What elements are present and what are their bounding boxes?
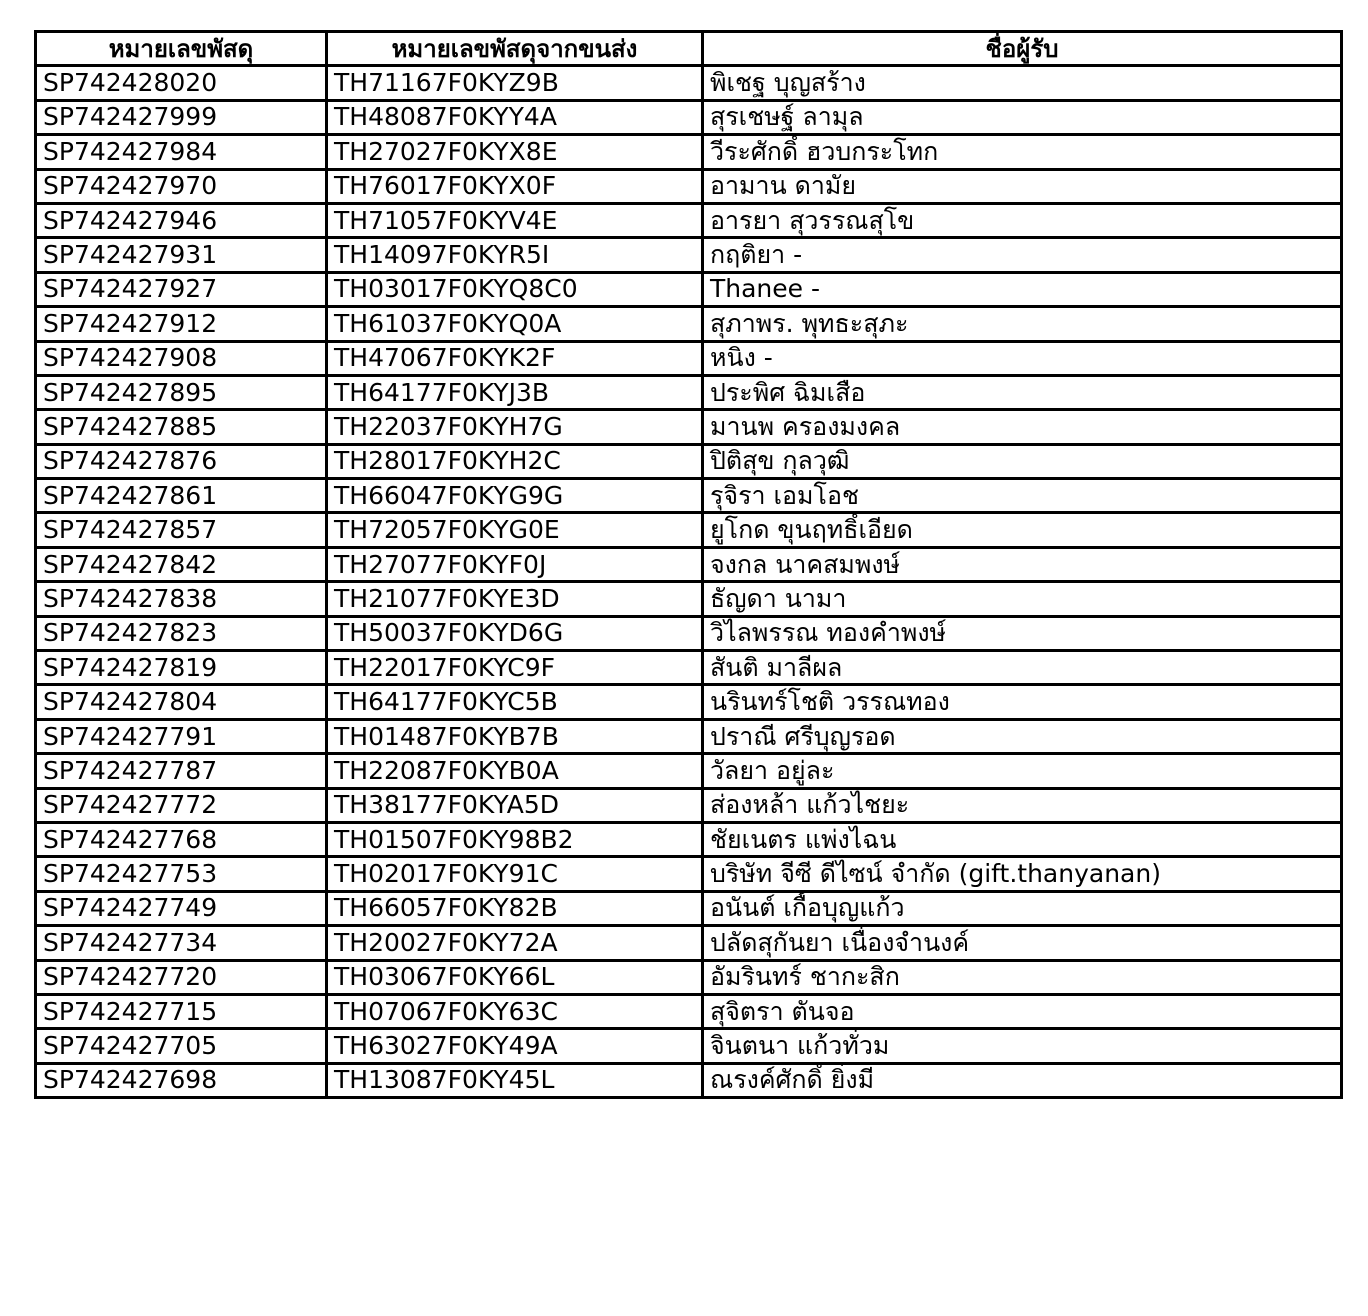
table-body — [36, 66, 1342, 1098]
carrier-tracking-cell: TH22087F0KYB0A — [327, 754, 703, 788]
table-row — [36, 479, 1342, 513]
recipient-name-cell: วีระศักดิ์ ฮวบกระโทก — [703, 135, 1342, 169]
recipient-name-cell: ปราณี ศรีบุญรอด — [703, 719, 1342, 753]
recipient-name-cell: ธัญดา นามา — [703, 582, 1342, 616]
parcel-table — [34, 30, 1343, 1099]
carrier-tracking-cell: TH64177F0KYC5B — [327, 685, 703, 719]
table-row — [36, 685, 1342, 719]
carrier-tracking-cell: TH66047F0KYG9G — [327, 479, 703, 513]
carrier-tracking-cell: TH20027F0KY72A — [327, 926, 703, 960]
parcel-number-cell: SP742427791 — [36, 719, 327, 753]
carrier-tracking-cell: TH22037F0KYH7G — [327, 410, 703, 444]
recipient-name-cell: ปลัดสุกันยา เนื่องจำนงค์ — [703, 926, 1342, 960]
table-row — [36, 754, 1342, 788]
table-row — [36, 1063, 1342, 1097]
carrier-tracking-cell: TH48087F0KYY4A — [327, 100, 703, 134]
carrier-tracking-cell: TH03017F0KYQ8C0 — [327, 272, 703, 306]
recipient-name-cell: อารยา สุวรรณสุโข — [703, 203, 1342, 237]
parcel-number-cell: SP742427912 — [36, 307, 327, 341]
recipient-name-cell: ประพิศ ฉิมเสือ — [703, 375, 1342, 409]
table-row — [36, 272, 1342, 306]
recipient-name-cell: อัมรินทร์ ชากะสิก — [703, 960, 1342, 994]
carrier-tracking-cell: TH50037F0KYD6G — [327, 616, 703, 650]
parcel-number-cell: SP742427698 — [36, 1063, 327, 1097]
carrier-tracking-cell: TH72057F0KYG0E — [327, 513, 703, 547]
table-row — [36, 341, 1342, 375]
parcel-number-cell: SP742427931 — [36, 238, 327, 272]
parcel-number-cell: SP742427705 — [36, 1029, 327, 1063]
table-row — [36, 169, 1342, 203]
recipient-name-cell: อนันต์ เกื้อบุญแก้ว — [703, 891, 1342, 925]
table-header — [36, 32, 1342, 66]
recipient-name-cell: นรินทร์โชติ วรรณทอง — [703, 685, 1342, 719]
parcel-number-cell: SP742427819 — [36, 651, 327, 685]
table-row — [36, 616, 1342, 650]
carrier-tracking-cell: TH14097F0KYR5I — [327, 238, 703, 272]
table-row — [36, 410, 1342, 444]
recipient-name-cell: รุจิรา เอมโอช — [703, 479, 1342, 513]
carrier-tracking-cell: TH47067F0KYK2F — [327, 341, 703, 375]
parcel-number-cell: SP742427876 — [36, 444, 327, 478]
recipient-name-cell: วิไลพรรณ ทองคำพงษ์ — [703, 616, 1342, 650]
parcel-number-cell: SP742427946 — [36, 203, 327, 237]
header-parcel-number: หมายเลขพัสดุ — [36, 32, 327, 66]
recipient-name-cell: วัลยา อยู่ละ — [703, 754, 1342, 788]
parcel-number-cell: SP742427749 — [36, 891, 327, 925]
carrier-tracking-cell: TH01487F0KYB7B — [327, 719, 703, 753]
recipient-name-cell: มานพ ครองมงคล — [703, 410, 1342, 444]
header-recipient-name: ชื่อผู้รับ — [703, 32, 1342, 66]
recipient-name-cell: จงกล นาคสมพงษ์ — [703, 547, 1342, 581]
carrier-tracking-cell: TH38177F0KYA5D — [327, 788, 703, 822]
table-row — [36, 651, 1342, 685]
parcel-number-cell: SP742427885 — [36, 410, 327, 444]
parcel-number-cell: SP742427753 — [36, 857, 327, 891]
carrier-tracking-cell: TH64177F0KYJ3B — [327, 375, 703, 409]
table-row — [36, 891, 1342, 925]
recipient-name-cell: กฤติยา - — [703, 238, 1342, 272]
header-carrier-tracking-number: หมายเลขพัสดุจากขนส่ง — [327, 32, 703, 66]
parcel-number-cell: SP742428020 — [36, 66, 327, 100]
carrier-tracking-cell: TH71167F0KYZ9B — [327, 66, 703, 100]
parcel-number-cell: SP742427927 — [36, 272, 327, 306]
carrier-tracking-cell: TH01507F0KY98B2 — [327, 822, 703, 856]
table-row — [36, 66, 1342, 100]
carrier-tracking-cell: TH21077F0KYE3D — [327, 582, 703, 616]
recipient-name-cell: ส่องหล้า แก้วไชยะ — [703, 788, 1342, 822]
carrier-tracking-cell: TH22017F0KYC9F — [327, 651, 703, 685]
carrier-tracking-cell: TH27077F0KYF0J — [327, 547, 703, 581]
carrier-tracking-cell: TH07067F0KY63C — [327, 994, 703, 1028]
carrier-tracking-cell: TH71057F0KYV4E — [327, 203, 703, 237]
table-row — [36, 238, 1342, 272]
carrier-tracking-cell: TH27027F0KYX8E — [327, 135, 703, 169]
table-row — [36, 719, 1342, 753]
table-row — [36, 203, 1342, 237]
carrier-tracking-cell: TH76017F0KYX0F — [327, 169, 703, 203]
parcel-number-cell: SP742427857 — [36, 513, 327, 547]
recipient-name-cell: สุรเชษฐ์ ลามุล — [703, 100, 1342, 134]
recipient-name-cell: ยูโกด ขุนฤทธิ์เอียด — [703, 513, 1342, 547]
table-row — [36, 582, 1342, 616]
parcel-number-cell: SP742427804 — [36, 685, 327, 719]
parcel-number-cell: SP742427734 — [36, 926, 327, 960]
parcel-number-cell: SP742427768 — [36, 822, 327, 856]
table-row — [36, 1029, 1342, 1063]
table-row — [36, 994, 1342, 1028]
parcel-number-cell: SP742427787 — [36, 754, 327, 788]
parcel-number-cell: SP742427823 — [36, 616, 327, 650]
parcel-number-cell: SP742427715 — [36, 994, 327, 1028]
recipient-name-cell: Thanee - — [703, 272, 1342, 306]
table-row — [36, 100, 1342, 134]
parcel-number-cell: SP742427999 — [36, 100, 327, 134]
table-row — [36, 960, 1342, 994]
table-row — [36, 135, 1342, 169]
table-row — [36, 375, 1342, 409]
table-row — [36, 513, 1342, 547]
recipient-name-cell: จินตนา แก้วทั่วม — [703, 1029, 1342, 1063]
carrier-tracking-cell: TH61037F0KYQ0A — [327, 307, 703, 341]
recipient-name-cell: พิเชฐ บุญสร้าง — [703, 66, 1342, 100]
carrier-tracking-cell: TH28017F0KYH2C — [327, 444, 703, 478]
recipient-name-cell: สุจิตรา ตันจอ — [703, 994, 1342, 1028]
table-row — [36, 307, 1342, 341]
parcel-number-cell: SP742427838 — [36, 582, 327, 616]
header-row — [36, 32, 1342, 66]
recipient-name-cell: ณรงค์ศักดิ์ ยิ่งมี — [703, 1063, 1342, 1097]
table-row — [36, 822, 1342, 856]
parcel-number-cell: SP742427772 — [36, 788, 327, 822]
parcel-number-cell: SP742427970 — [36, 169, 327, 203]
table-row — [36, 857, 1342, 891]
parcel-number-cell: SP742427842 — [36, 547, 327, 581]
carrier-tracking-cell: TH03067F0KY66L — [327, 960, 703, 994]
recipient-name-cell: บริษัท จีซี ดีไซน์ จำกัด (gift.thanyanan) — [703, 857, 1342, 891]
parcel-number-cell: SP742427908 — [36, 341, 327, 375]
table-row — [36, 547, 1342, 581]
recipient-name-cell: สุภาพร. พุทธะสุภะ — [703, 307, 1342, 341]
parcel-number-cell: SP742427861 — [36, 479, 327, 513]
table-row — [36, 444, 1342, 478]
table-row — [36, 926, 1342, 960]
recipient-name-cell: หนิง - — [703, 341, 1342, 375]
carrier-tracking-cell: TH63027F0KY49A — [327, 1029, 703, 1063]
recipient-name-cell: ปิติสุข กุลวุฒิ — [703, 444, 1342, 478]
parcel-number-cell: SP742427895 — [36, 375, 327, 409]
recipient-name-cell: สันติ มาลีผล — [703, 651, 1342, 685]
recipient-name-cell: อามาน ดามัย — [703, 169, 1342, 203]
carrier-tracking-cell: TH13087F0KY45L — [327, 1063, 703, 1097]
table-row — [36, 788, 1342, 822]
parcel-number-cell: SP742427984 — [36, 135, 327, 169]
carrier-tracking-cell: TH02017F0KY91C — [327, 857, 703, 891]
carrier-tracking-cell: TH66057F0KY82B — [327, 891, 703, 925]
parcel-number-cell: SP742427720 — [36, 960, 327, 994]
recipient-name-cell: ชัยเนตร แพ่งไฉน — [703, 822, 1342, 856]
